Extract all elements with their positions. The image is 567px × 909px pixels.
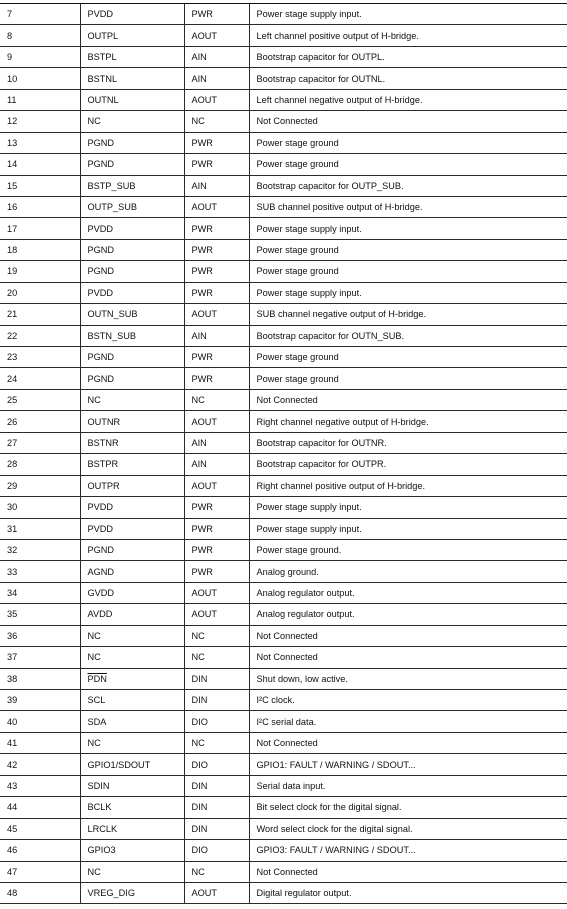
table-row bbox=[0, 539, 567, 560]
pin-description-cell: Right channel negative output of H-bridge. bbox=[249, 411, 567, 432]
pin-name-cell: PVDD bbox=[80, 282, 184, 303]
table-row bbox=[0, 282, 567, 303]
pin-name-cell: SCL bbox=[80, 690, 184, 711]
pin-type-cell: PWR bbox=[184, 347, 249, 368]
table-row bbox=[0, 175, 567, 196]
pin-description-cell: GPIO1: FAULT / WARNING / SDOUT... bbox=[249, 754, 567, 775]
pin-description-cell: Analog ground. bbox=[249, 561, 567, 582]
pin-number-cell: 8 bbox=[0, 25, 80, 46]
pin-number-cell: 36 bbox=[0, 625, 80, 646]
pin-description-cell: I²C serial data. bbox=[249, 711, 567, 732]
pin-description-cell: Power stage supply input. bbox=[249, 497, 567, 518]
pin-type-cell: PWR bbox=[184, 261, 249, 282]
pin-name-cell: PGND bbox=[80, 154, 184, 175]
pin-name-cell: BSTNL bbox=[80, 68, 184, 89]
pin-type-cell: AOUT bbox=[184, 475, 249, 496]
pin-name-cell: PVDD bbox=[80, 218, 184, 239]
pin-description-cell: Left channel negative output of H-bridge. bbox=[249, 89, 567, 110]
pin-type-cell: DIN bbox=[184, 668, 249, 689]
pin-name-cell: PVDD bbox=[80, 4, 184, 25]
table-row bbox=[0, 668, 567, 689]
pin-number-cell: 28 bbox=[0, 454, 80, 475]
pin-name-cell: NC bbox=[80, 861, 184, 882]
pin-number-cell: 42 bbox=[0, 754, 80, 775]
pin-name-cell: AGND bbox=[80, 561, 184, 582]
pin-description-cell: Bootstrap capacitor for OUTPR. bbox=[249, 454, 567, 475]
pin-number-cell: 9 bbox=[0, 46, 80, 67]
pin-type-cell: PWR bbox=[184, 239, 249, 260]
pin-type-cell: DIN bbox=[184, 818, 249, 839]
pin-number-cell: 47 bbox=[0, 861, 80, 882]
pin-description-cell: Power stage supply input. bbox=[249, 518, 567, 539]
pin-number-cell: 22 bbox=[0, 325, 80, 346]
pin-number-cell: 14 bbox=[0, 154, 80, 175]
pin-type-cell: PWR bbox=[184, 132, 249, 153]
table-row bbox=[0, 68, 567, 89]
table-row bbox=[0, 861, 567, 882]
table-row bbox=[0, 389, 567, 410]
pin-type-cell: DIO bbox=[184, 711, 249, 732]
pin-description-cell: Bit select clock for the digital signal. bbox=[249, 797, 567, 818]
pin-number-cell: 48 bbox=[0, 882, 80, 903]
pin-description-cell: Not Connected bbox=[249, 389, 567, 410]
table-row bbox=[0, 218, 567, 239]
pin-type-cell: PWR bbox=[184, 4, 249, 25]
pin-description-cell: Digital regulator output. bbox=[249, 882, 567, 903]
pin-type-cell: AOUT bbox=[184, 411, 249, 432]
pin-type-cell: NC bbox=[184, 861, 249, 882]
table-row bbox=[0, 111, 567, 132]
pin-type-cell: PWR bbox=[184, 282, 249, 303]
pin-type-cell: AIN bbox=[184, 325, 249, 346]
pin-number-cell: 12 bbox=[0, 111, 80, 132]
pin-type-cell: PWR bbox=[184, 218, 249, 239]
pin-number-cell: 20 bbox=[0, 282, 80, 303]
table-row bbox=[0, 625, 567, 646]
pin-type-cell: NC bbox=[184, 111, 249, 132]
pin-number-cell: 44 bbox=[0, 797, 80, 818]
pin-description-cell: Bootstrap capacitor for OUTN_SUB. bbox=[249, 325, 567, 346]
pin-description-cell: Power stage supply input. bbox=[249, 282, 567, 303]
pin-type-cell: NC bbox=[184, 389, 249, 410]
table-row bbox=[0, 604, 567, 625]
pin-number-cell: 41 bbox=[0, 732, 80, 753]
pin-description-cell: SUB channel negative output of H-bridge. bbox=[249, 304, 567, 325]
pin-description-cell: Not Connected bbox=[249, 647, 567, 668]
pin-description-cell: Power stage supply input. bbox=[249, 218, 567, 239]
pin-number-cell: 7 bbox=[0, 4, 80, 25]
pin-description-cell: Power stage supply input. bbox=[249, 4, 567, 25]
pin-name-cell: PGND bbox=[80, 347, 184, 368]
pin-description-cell: Not Connected bbox=[249, 111, 567, 132]
table-row bbox=[0, 582, 567, 603]
pin-name-cell: NC bbox=[80, 647, 184, 668]
pin-type-cell: AIN bbox=[184, 454, 249, 475]
pin-number-cell: 21 bbox=[0, 304, 80, 325]
table-row bbox=[0, 775, 567, 796]
pin-description-cell: GPIO3: FAULT / WARNING / SDOUT... bbox=[249, 840, 567, 861]
pin-number-cell: 13 bbox=[0, 132, 80, 153]
pin-number-cell: 32 bbox=[0, 539, 80, 560]
pin-description-cell: Power stage ground bbox=[249, 347, 567, 368]
pin-type-cell: AIN bbox=[184, 68, 249, 89]
pin-description-cell: Power stage ground bbox=[249, 368, 567, 389]
pin-name-cell: BSTNR bbox=[80, 432, 184, 453]
pin-description-cell: Word select clock for the digital signal. bbox=[249, 818, 567, 839]
pin-name-cell: PGND bbox=[80, 239, 184, 260]
pin-description-cell: Bootstrap capacitor for OUTP_SUB. bbox=[249, 175, 567, 196]
pin-type-cell: AOUT bbox=[184, 304, 249, 325]
pin-name-cell: OUTN_SUB bbox=[80, 304, 184, 325]
pin-name-cell: PVDD bbox=[80, 518, 184, 539]
table-row bbox=[0, 454, 567, 475]
pin-number-cell: 43 bbox=[0, 775, 80, 796]
table-row bbox=[0, 154, 567, 175]
pin-description-cell: SUB channel positive output of H-bridge. bbox=[249, 196, 567, 217]
pin-description-cell: Power stage ground bbox=[249, 239, 567, 260]
pin-name-cell: BSTP_SUB bbox=[80, 175, 184, 196]
pin-name-cell: GPIO1/SDOUT bbox=[80, 754, 184, 775]
pin-type-cell: PWR bbox=[184, 539, 249, 560]
pin-number-cell: 25 bbox=[0, 389, 80, 410]
pin-number-cell: 11 bbox=[0, 89, 80, 110]
table-row bbox=[0, 647, 567, 668]
pin-number-cell: 39 bbox=[0, 690, 80, 711]
table-row bbox=[0, 797, 567, 818]
table-row bbox=[0, 368, 567, 389]
pin-description-cell: I²C clock. bbox=[249, 690, 567, 711]
pin-description-cell: Power stage ground bbox=[249, 132, 567, 153]
table-row bbox=[0, 690, 567, 711]
table-row bbox=[0, 304, 567, 325]
pin-number-cell: 35 bbox=[0, 604, 80, 625]
pin-number-cell: 29 bbox=[0, 475, 80, 496]
pin-description-cell: Not Connected bbox=[249, 732, 567, 753]
pin-description-cell: Analog regulator output. bbox=[249, 604, 567, 625]
pin-type-cell: AOUT bbox=[184, 89, 249, 110]
pin-name-cell: GVDD bbox=[80, 582, 184, 603]
pin-name-cell: NC bbox=[80, 732, 184, 753]
pin-type-cell: AOUT bbox=[184, 25, 249, 46]
pin-type-cell: DIN bbox=[184, 797, 249, 818]
pin-type-cell: AOUT bbox=[184, 196, 249, 217]
pin-description-cell: Not Connected bbox=[249, 861, 567, 882]
pin-number-cell: 17 bbox=[0, 218, 80, 239]
pin-number-cell: 34 bbox=[0, 582, 80, 603]
pin-name-cell: NC bbox=[80, 389, 184, 410]
table-row bbox=[0, 732, 567, 753]
pin-name-cell: OUTPR bbox=[80, 475, 184, 496]
pin-type-cell: PWR bbox=[184, 518, 249, 539]
pin-description-cell: Power stage ground bbox=[249, 261, 567, 282]
pin-description-cell: Power stage ground. bbox=[249, 539, 567, 560]
pin-name-cell: BCLK bbox=[80, 797, 184, 818]
pin-type-cell: DIO bbox=[184, 754, 249, 775]
table-row bbox=[0, 46, 567, 67]
pin-description-cell: Right channel positive output of H-bridge. bbox=[249, 475, 567, 496]
pin-description-cell: Power stage ground bbox=[249, 154, 567, 175]
table-row bbox=[0, 132, 567, 153]
pin-name-cell: PGND bbox=[80, 261, 184, 282]
pin-name-cell: PVDD bbox=[80, 497, 184, 518]
pin-number-cell: 37 bbox=[0, 647, 80, 668]
table-row bbox=[0, 882, 567, 903]
pin-number-cell: 45 bbox=[0, 818, 80, 839]
pin-description-table bbox=[0, 3, 567, 904]
pin-name-cell: SDIN bbox=[80, 775, 184, 796]
pin-description-cell: Left channel positive output of H-bridge. bbox=[249, 25, 567, 46]
table-row bbox=[0, 239, 567, 260]
pin-name-cell: LRCLK bbox=[80, 818, 184, 839]
pin-type-cell: DIN bbox=[184, 690, 249, 711]
pin-name-cell: SDA bbox=[80, 711, 184, 732]
pin-type-cell: NC bbox=[184, 625, 249, 646]
pin-type-cell: PWR bbox=[184, 561, 249, 582]
pin-name-cell: AVDD bbox=[80, 604, 184, 625]
pin-type-cell: AOUT bbox=[184, 882, 249, 903]
pin-name-cell: OUTNR bbox=[80, 411, 184, 432]
pin-type-cell: NC bbox=[184, 647, 249, 668]
pin-type-cell: NC bbox=[184, 732, 249, 753]
pin-number-cell: 38 bbox=[0, 668, 80, 689]
pin-description-cell: Bootstrap capacitor for OUTPL. bbox=[249, 46, 567, 67]
pin-type-cell: DIO bbox=[184, 840, 249, 861]
table-row bbox=[0, 25, 567, 46]
pin-name-cell: BSTN_SUB bbox=[80, 325, 184, 346]
table-row bbox=[0, 347, 567, 368]
pin-name-cell: BSTPL bbox=[80, 46, 184, 67]
pin-name-cell: NC bbox=[80, 111, 184, 132]
table-row bbox=[0, 475, 567, 496]
pin-name-cell: OUTP_SUB bbox=[80, 196, 184, 217]
pin-number-cell: 10 bbox=[0, 68, 80, 89]
pin-name-cell: PGND bbox=[80, 132, 184, 153]
table-row bbox=[0, 4, 567, 25]
pin-name-cell: OUTNL bbox=[80, 89, 184, 110]
pin-type-cell: PWR bbox=[184, 368, 249, 389]
pin-number-cell: 46 bbox=[0, 840, 80, 861]
pin-description-cell: Bootstrap capacitor for OUTNR. bbox=[249, 432, 567, 453]
table-row bbox=[0, 325, 567, 346]
pin-number-cell: 33 bbox=[0, 561, 80, 582]
pin-number-cell: 30 bbox=[0, 497, 80, 518]
pin-name-cell: PGND bbox=[80, 539, 184, 560]
pin-description-cell: Analog regulator output. bbox=[249, 582, 567, 603]
pin-type-cell: AIN bbox=[184, 46, 249, 67]
table-row bbox=[0, 89, 567, 110]
table-row bbox=[0, 497, 567, 518]
pin-number-cell: 24 bbox=[0, 368, 80, 389]
pin-type-cell: PWR bbox=[184, 497, 249, 518]
pin-table-body bbox=[0, 4, 567, 904]
pin-type-cell: PWR bbox=[184, 154, 249, 175]
pin-name-cell: GPIO3 bbox=[80, 840, 184, 861]
pin-description-cell: Shut down, low active. bbox=[249, 668, 567, 689]
table-row bbox=[0, 711, 567, 732]
table-row bbox=[0, 432, 567, 453]
pin-name-cell: PGND bbox=[80, 368, 184, 389]
pin-type-cell: AIN bbox=[184, 175, 249, 196]
table-row bbox=[0, 196, 567, 217]
table-row bbox=[0, 411, 567, 432]
table-row bbox=[0, 818, 567, 839]
pin-number-cell: 19 bbox=[0, 261, 80, 282]
pin-description-cell: Serial data input. bbox=[249, 775, 567, 796]
pin-name-cell: NC bbox=[80, 625, 184, 646]
table-row bbox=[0, 561, 567, 582]
pin-number-cell: 23 bbox=[0, 347, 80, 368]
pin-type-cell: AOUT bbox=[184, 582, 249, 603]
pin-name-cell: $\overline{PDN}$ bbox=[80, 668, 184, 689]
pin-name-cell: OUTPL bbox=[80, 25, 184, 46]
pin-name-cell: BSTPR bbox=[80, 454, 184, 475]
table-row bbox=[0, 518, 567, 539]
pin-type-cell: DIN bbox=[184, 775, 249, 796]
pin-type-cell: AIN bbox=[184, 432, 249, 453]
table-row bbox=[0, 840, 567, 861]
pin-number-cell: 26 bbox=[0, 411, 80, 432]
pin-description-cell: Not Connected bbox=[249, 625, 567, 646]
table-row bbox=[0, 261, 567, 282]
pin-number-cell: 31 bbox=[0, 518, 80, 539]
pin-name-cell: VREG_DIG bbox=[80, 882, 184, 903]
pin-type-cell: AOUT bbox=[184, 604, 249, 625]
pin-number-cell: 27 bbox=[0, 432, 80, 453]
pin-number-cell: 40 bbox=[0, 711, 80, 732]
table-row bbox=[0, 754, 567, 775]
pin-number-cell: 18 bbox=[0, 239, 80, 260]
pin-number-cell: 15 bbox=[0, 175, 80, 196]
pin-description-cell: Bootstrap capacitor for OUTNL. bbox=[249, 68, 567, 89]
pin-number-cell: 16 bbox=[0, 196, 80, 217]
